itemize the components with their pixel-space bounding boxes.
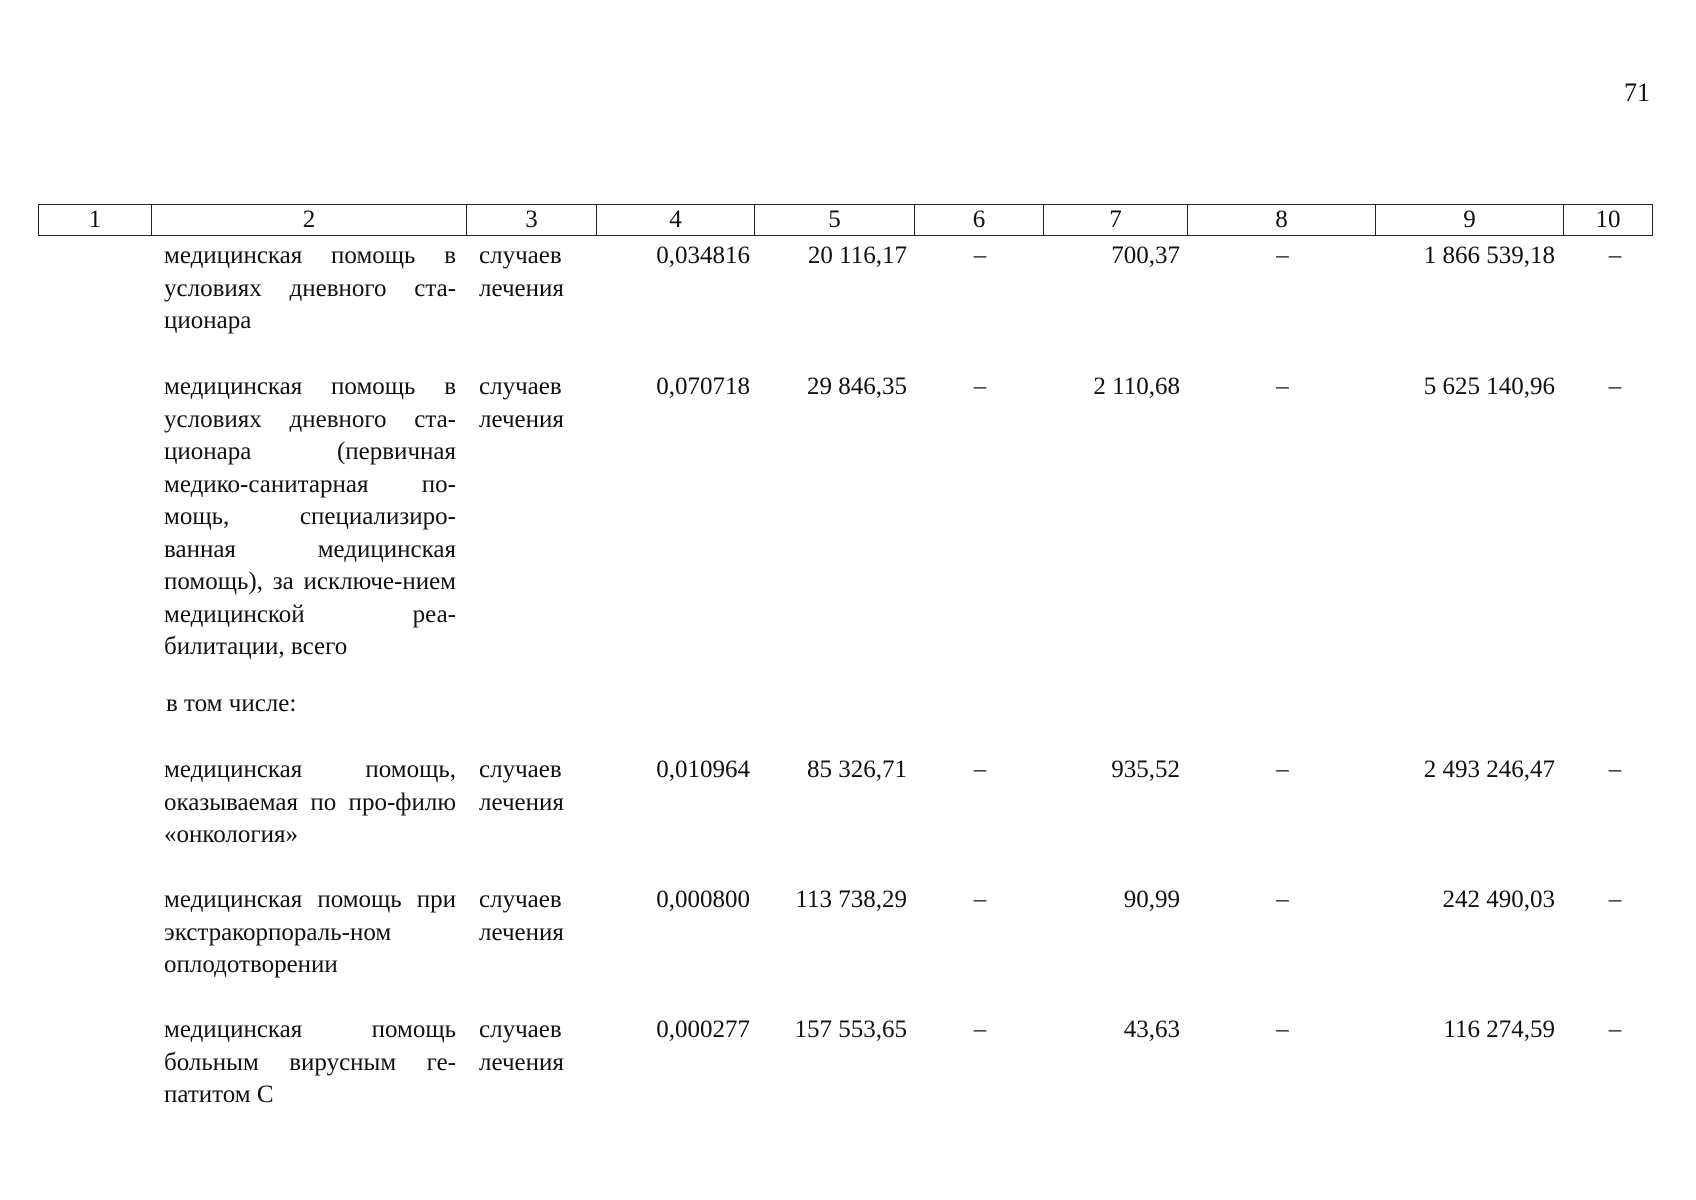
per-capita-value: 90,99 <box>1123 886 1180 913</box>
header-col-10: 10 <box>1564 205 1653 236</box>
total-value: 116 274,59 <box>1443 1016 1555 1043</box>
volume-norm: 0,000277 <box>656 1016 750 1043</box>
col-8-value: – <box>1276 242 1289 269</box>
header-col-9: 9 <box>1376 205 1564 236</box>
unit: случаев лечения <box>479 756 564 816</box>
col-6-value: – <box>973 373 987 400</box>
per-capita-value: 43,63 <box>1123 1016 1180 1043</box>
col-8-value: – <box>1276 373 1289 400</box>
col-6-value: – <box>973 1016 987 1043</box>
col-6-value: – <box>973 756 987 783</box>
col-8-value: – <box>1276 886 1289 913</box>
per-capita-value: 2 110,68 <box>1093 373 1180 400</box>
column-number-header <box>38 204 1653 236</box>
unit: случаев лечения <box>479 373 564 433</box>
cost-per-unit: 85 326,71 <box>807 756 907 783</box>
col-8-value: – <box>1276 756 1289 783</box>
col-10-value: – <box>1608 756 1622 783</box>
col-6-value: – <box>973 886 987 913</box>
header-col-8: 8 <box>1188 205 1376 236</box>
per-capita-value: 700,37 <box>1111 242 1180 269</box>
header-col-6: 6 <box>915 205 1044 236</box>
header-col-1: 1 <box>39 205 152 236</box>
subheading-in-that-number: в том числе: <box>166 690 297 717</box>
col-10-value: – <box>1608 373 1622 400</box>
volume-norm: 0,000800 <box>656 886 750 913</box>
col-10-value: – <box>1608 1016 1622 1043</box>
service-description: медицинская помощь, оказываемая по про-филю «онкология» <box>164 756 456 848</box>
total-value: 2 493 246,47 <box>1423 756 1555 783</box>
page-number: 71 <box>1624 78 1650 107</box>
header-col-4: 4 <box>597 205 755 236</box>
volume-norm: 0,010964 <box>656 756 750 783</box>
service-description: медицинская помощь при экстракорпораль-ном оплодотворении <box>164 886 456 978</box>
total-value: 5 625 140,96 <box>1423 373 1555 400</box>
volume-norm: 0,070718 <box>656 373 750 400</box>
unit: случаев лечения <box>479 886 564 946</box>
col-10-value: – <box>1608 242 1622 269</box>
col-6-value: – <box>973 242 987 269</box>
cost-per-unit: 157 553,65 <box>794 1016 907 1043</box>
unit: случаев лечения <box>479 1016 564 1076</box>
total-value: 1 866 539,18 <box>1423 242 1555 269</box>
col-8-value: – <box>1276 1016 1289 1043</box>
service-description: медицинская помощь больным вирусным ге-патитом С <box>164 1016 456 1108</box>
col-10-value: – <box>1608 886 1622 913</box>
per-capita-value: 935,52 <box>1111 756 1180 783</box>
cost-per-unit: 113 738,29 <box>795 886 907 913</box>
header-col-7: 7 <box>1044 205 1188 236</box>
header-col-5: 5 <box>755 205 915 236</box>
service-description: медицинская помощь в условиях дневного ста-ционара <box>164 242 456 334</box>
unit: случаев лечения <box>479 242 564 302</box>
cost-per-unit: 20 116,17 <box>807 242 907 269</box>
volume-norm: 0,034816 <box>656 242 750 269</box>
header-col-3: 3 <box>467 205 597 236</box>
cost-per-unit: 29 846,35 <box>807 373 907 400</box>
total-value: 242 490,03 <box>1442 886 1555 913</box>
service-description: медицинская помощь в условиях дневного ста-ционара (первичная медико-санитарная по-мощь, специализиро-ванная медицинская помощь), за исключе-нием медицинской реа-билитации, всего <box>164 373 456 660</box>
header-col-2: 2 <box>152 205 467 236</box>
